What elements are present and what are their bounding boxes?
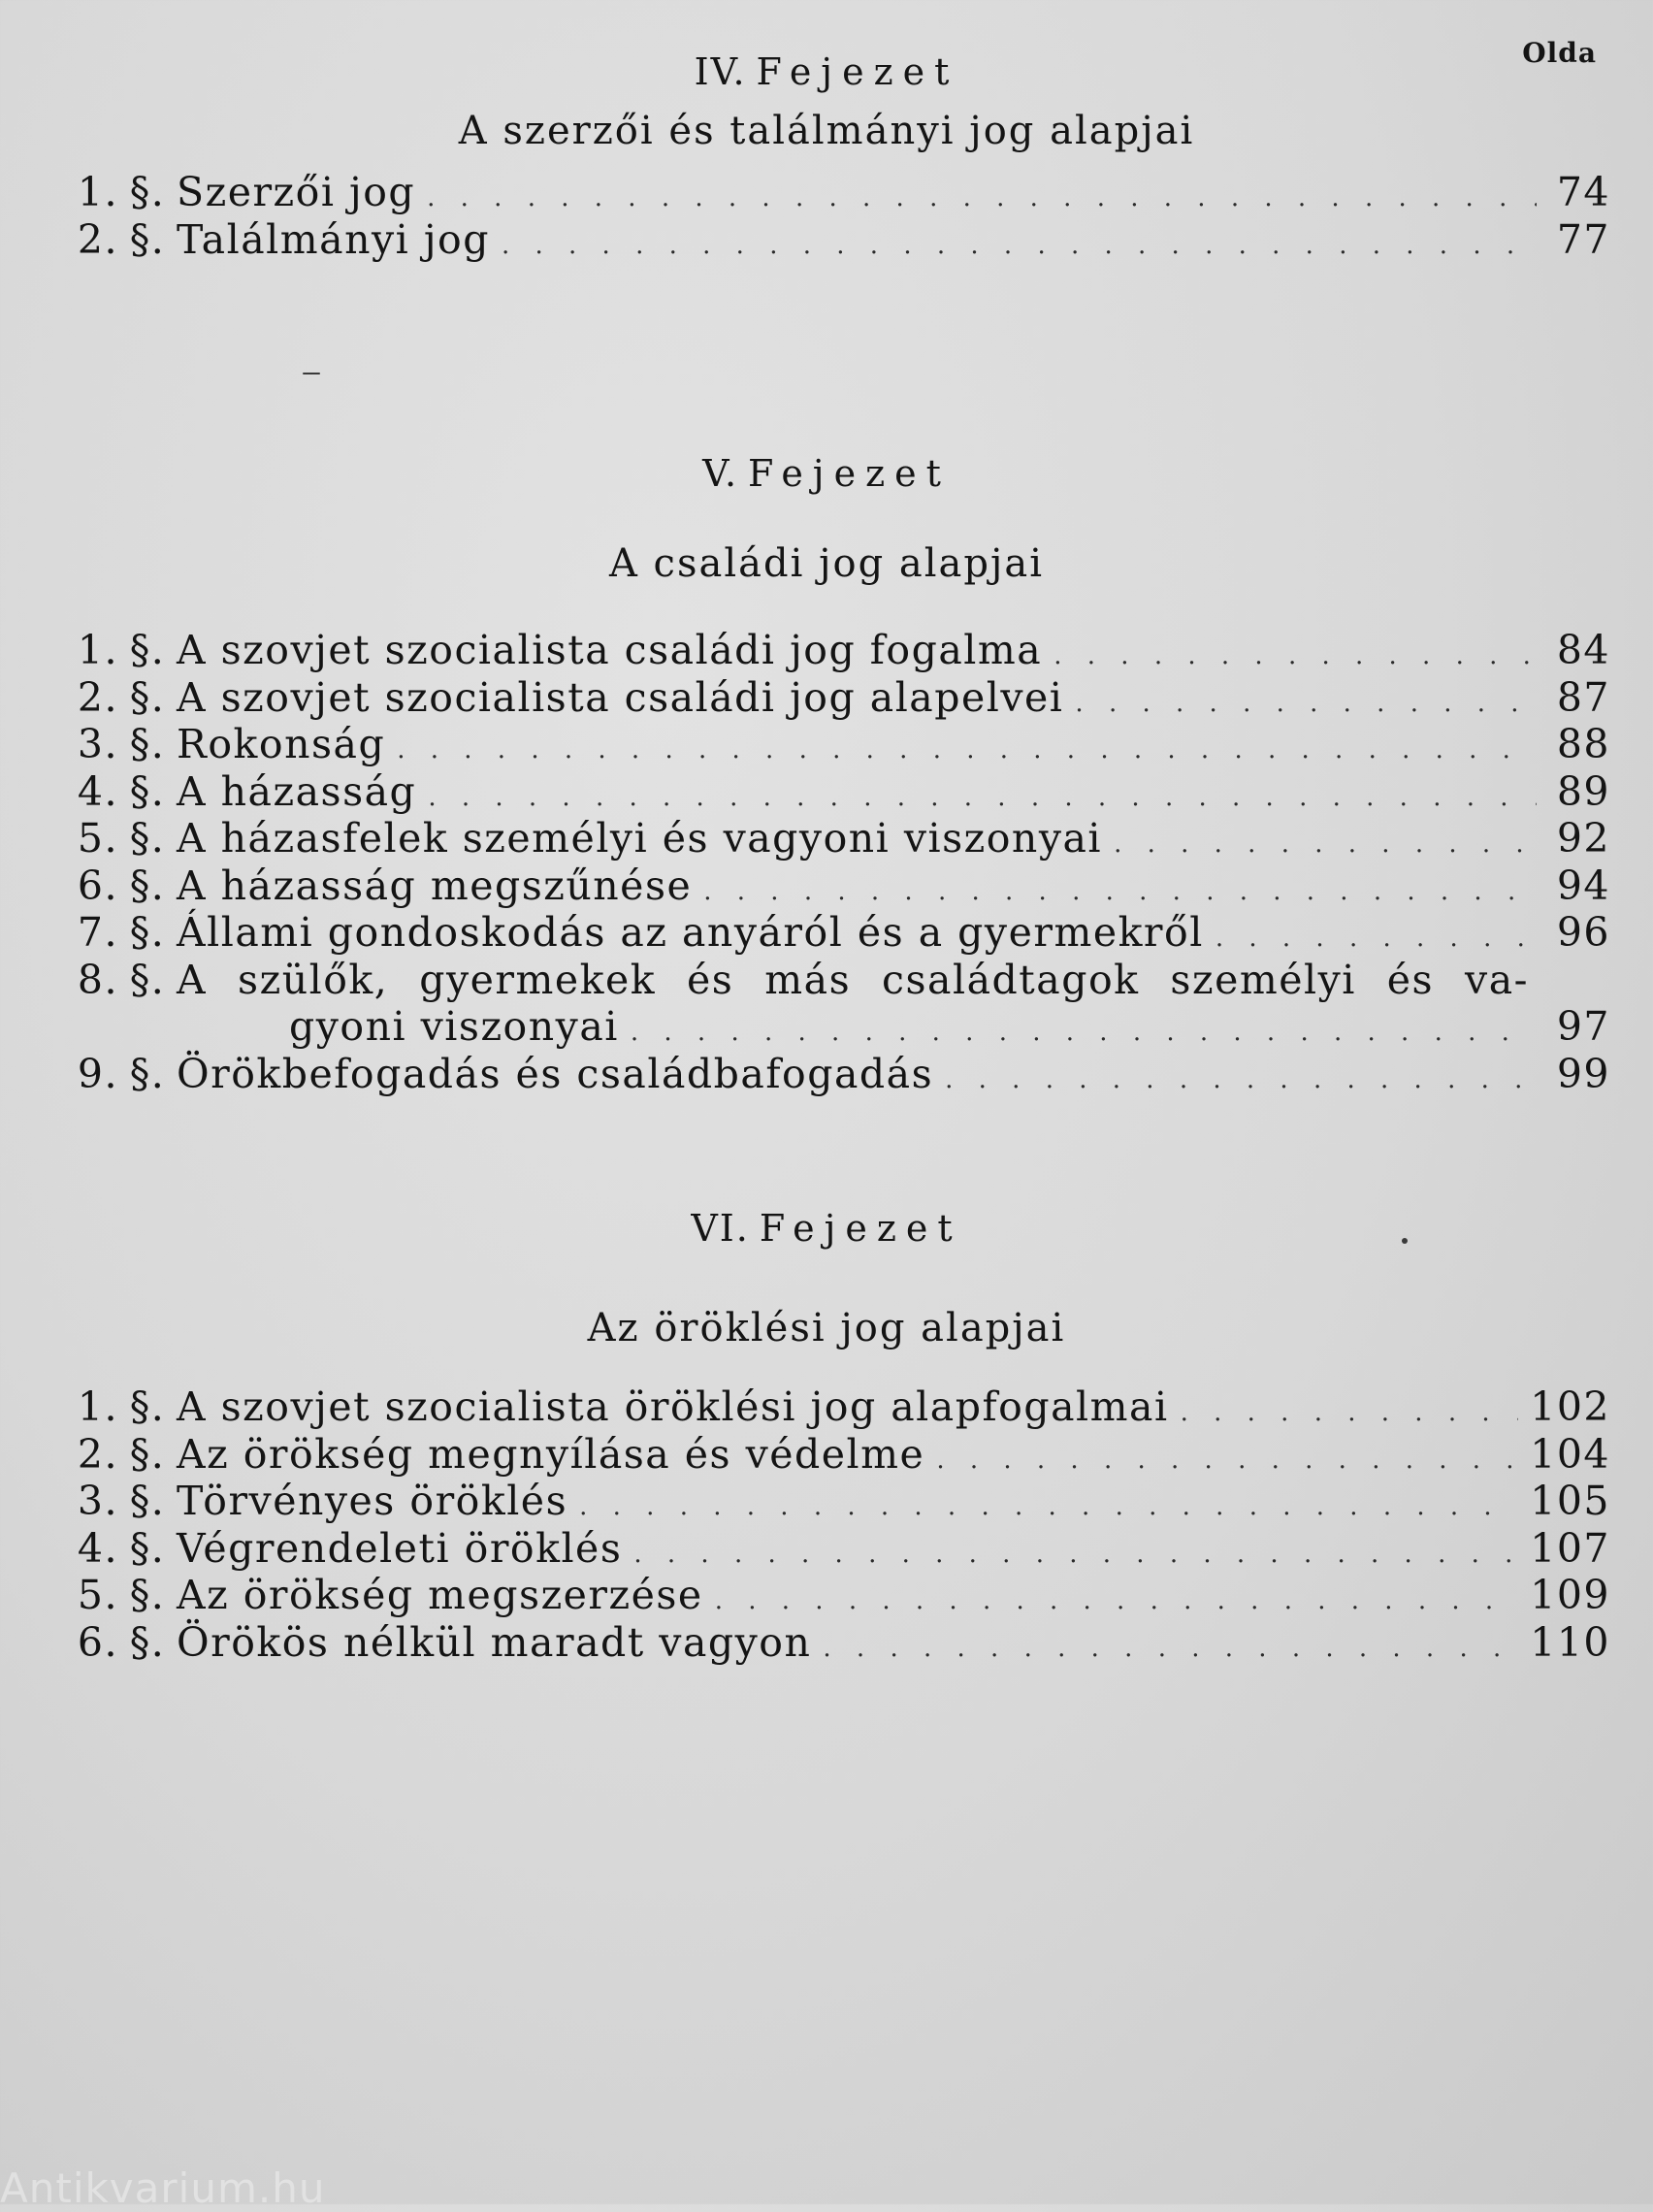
dot-leader [703, 877, 1537, 906]
chapter-number: V. [702, 452, 739, 495]
entry-number: 5. [77, 1572, 118, 1618]
chapter-heading [0, 50, 1653, 93]
dot-leader [633, 1540, 1518, 1569]
entry-title: A szovjet szocialista családi jog fogalma [177, 627, 1043, 673]
entry-page-number: 92 [1556, 815, 1610, 862]
entry-title: Végrendeleti öröklés [177, 1524, 623, 1572]
entry-title: A házasfelek személyi és vagyoni viszonyai [177, 815, 1103, 862]
entry-title: Örökbefogadás és családbafogadás [177, 1050, 934, 1097]
entry-title: Szerzői jog [177, 169, 416, 215]
entry-title: Állami gondoskodás az anyáról és a gyermekről [177, 909, 1204, 956]
entry-title: A házasság [177, 767, 417, 815]
dot-leader [1114, 830, 1537, 859]
entry-title-continuation: gyoni viszonyai [289, 1003, 619, 1050]
toc-section [58, 169, 1610, 263]
entry-number: 1. [77, 627, 118, 673]
entry-page-number: 96 [1556, 909, 1610, 956]
dot-leader [1075, 689, 1537, 718]
entry-number: 8. [77, 956, 118, 1003]
section-sign: §. [129, 956, 166, 1003]
toc-entry [58, 1383, 1610, 1431]
entry-number: 2. [77, 1430, 118, 1478]
dot-leader [427, 183, 1537, 212]
dot-leader [1181, 1398, 1519, 1427]
entry-page-number: 109 [1530, 1572, 1610, 1618]
section-sign: §. [129, 1478, 166, 1524]
dot-leader [397, 735, 1537, 764]
toc-entry [58, 721, 1610, 768]
entry-page-number: 99 [1556, 1050, 1610, 1097]
chapter-title: A családi jog alapjai [608, 541, 1045, 586]
entry-title: Örökös nélkül maradt vagyon [177, 1618, 812, 1666]
toc-entry [58, 957, 1610, 1004]
toc-entry [58, 1478, 1610, 1525]
toc-entry-continuation [58, 1003, 1610, 1051]
toc-entry [58, 169, 1610, 216]
dot-leader [1053, 641, 1537, 670]
chapter-word: Fejezet [748, 452, 951, 495]
entry-page-number: 74 [1556, 169, 1610, 215]
dot-leader [579, 1492, 1518, 1521]
entry-page-number: 84 [1556, 627, 1610, 673]
section-sign: §. [129, 1383, 166, 1430]
toc-entry [58, 768, 1610, 816]
entry-number: 3. [77, 1478, 118, 1524]
toc-section [58, 627, 1610, 1097]
toc-entry [58, 909, 1610, 957]
entry-number: 4. [77, 1524, 118, 1572]
entry-number: 2. [77, 673, 118, 721]
entry-title: A szülők, gyermekek és más családtagok személyi és va- [177, 956, 1529, 1003]
chapter-word: Fejezet [756, 50, 959, 93]
chapter-word: Fejezet [759, 1207, 962, 1250]
entry-page-number: 102 [1530, 1383, 1610, 1430]
toc-entry [58, 1051, 1610, 1098]
dot-leader [936, 1446, 1518, 1475]
toc-entry [58, 815, 1610, 862]
section-sign: §. [129, 862, 166, 909]
entry-title: Az örökség megnyílása és védelme [177, 1430, 925, 1478]
entry-number: 4. [77, 767, 118, 815]
entry-number: 1. [77, 1383, 118, 1430]
entry-title: Találmányi jog [177, 215, 490, 263]
dot-leader [823, 1634, 1518, 1663]
section-sign: §. [129, 215, 166, 263]
dot-leader [715, 1586, 1519, 1615]
entry-title: A szovjet szocialista öröklési jog alapfogalmai [177, 1383, 1169, 1430]
entry-page-number: 77 [1556, 215, 1610, 263]
entry-number: 7. [77, 909, 118, 956]
toc-entry [58, 674, 1610, 722]
section-sign: §. [129, 169, 166, 215]
chapter-heading [0, 452, 1653, 495]
entry-number: 6. [77, 1618, 118, 1666]
entry-page-number: 88 [1556, 721, 1610, 767]
entry-title: Az örökség megszerzése [177, 1572, 703, 1618]
entry-page-number: 97 [1556, 1003, 1610, 1050]
section-sign: §. [129, 767, 166, 815]
section-sign: §. [129, 673, 166, 721]
entry-number: 6. [77, 862, 118, 909]
entry-page-number: 87 [1556, 673, 1610, 721]
chapter-title: Az öröklési jog alapjai [587, 1306, 1066, 1350]
dot-leader [631, 1018, 1537, 1047]
section-sign: §. [129, 909, 166, 956]
entry-page-number: 89 [1556, 767, 1610, 815]
section-sign: §. [129, 1618, 166, 1666]
dot-leader [428, 783, 1537, 812]
toc-entry [58, 627, 1610, 674]
dot-leader [502, 231, 1537, 260]
entry-number: 3. [77, 721, 118, 767]
paper-speck [303, 373, 320, 374]
toc-section [58, 1383, 1610, 1666]
watermark: Antikvarium.hu [0, 2164, 326, 2212]
dot-leader [945, 1065, 1537, 1094]
section-sign: §. [129, 1524, 166, 1572]
chapter-number: IV. [694, 50, 747, 93]
toc-entry [58, 216, 1610, 264]
entry-title: Törvényes öröklés [177, 1478, 568, 1524]
section-sign: §. [129, 721, 166, 767]
entry-title: Rokonság [177, 721, 386, 767]
paper-speck [1402, 1238, 1408, 1244]
chapter-number: VI. [691, 1207, 750, 1250]
entry-page-number: 105 [1530, 1478, 1610, 1524]
entry-page-number: 104 [1530, 1430, 1610, 1478]
entry-title: A szovjet szocialista családi jog alapelvei [177, 673, 1064, 721]
section-sign: §. [129, 1430, 166, 1478]
entry-page-number: 94 [1556, 862, 1610, 909]
section-sign: §. [129, 1050, 166, 1097]
entry-number: 5. [77, 815, 118, 862]
chapter-title: A szerzői és találmányi jog alapjai [458, 109, 1195, 153]
toc-entry [58, 862, 1610, 910]
toc-entry [58, 1572, 1610, 1619]
toc-entry [58, 1431, 1610, 1479]
entry-page-number: 107 [1530, 1524, 1610, 1572]
toc-entry [58, 1525, 1610, 1573]
entry-number: 1. [77, 169, 118, 215]
page-column-label: Olda [1522, 37, 1597, 69]
entry-page-number: 110 [1530, 1618, 1610, 1666]
section-sign: §. [129, 815, 166, 862]
entry-number: 9. [77, 1050, 118, 1097]
entry-number: 2. [77, 215, 118, 263]
dot-leader [1215, 924, 1537, 953]
section-sign: §. [129, 627, 166, 673]
entry-title: A házasság megszűnése [177, 862, 693, 909]
toc-entry [58, 1619, 1610, 1667]
section-sign: §. [129, 1572, 166, 1618]
